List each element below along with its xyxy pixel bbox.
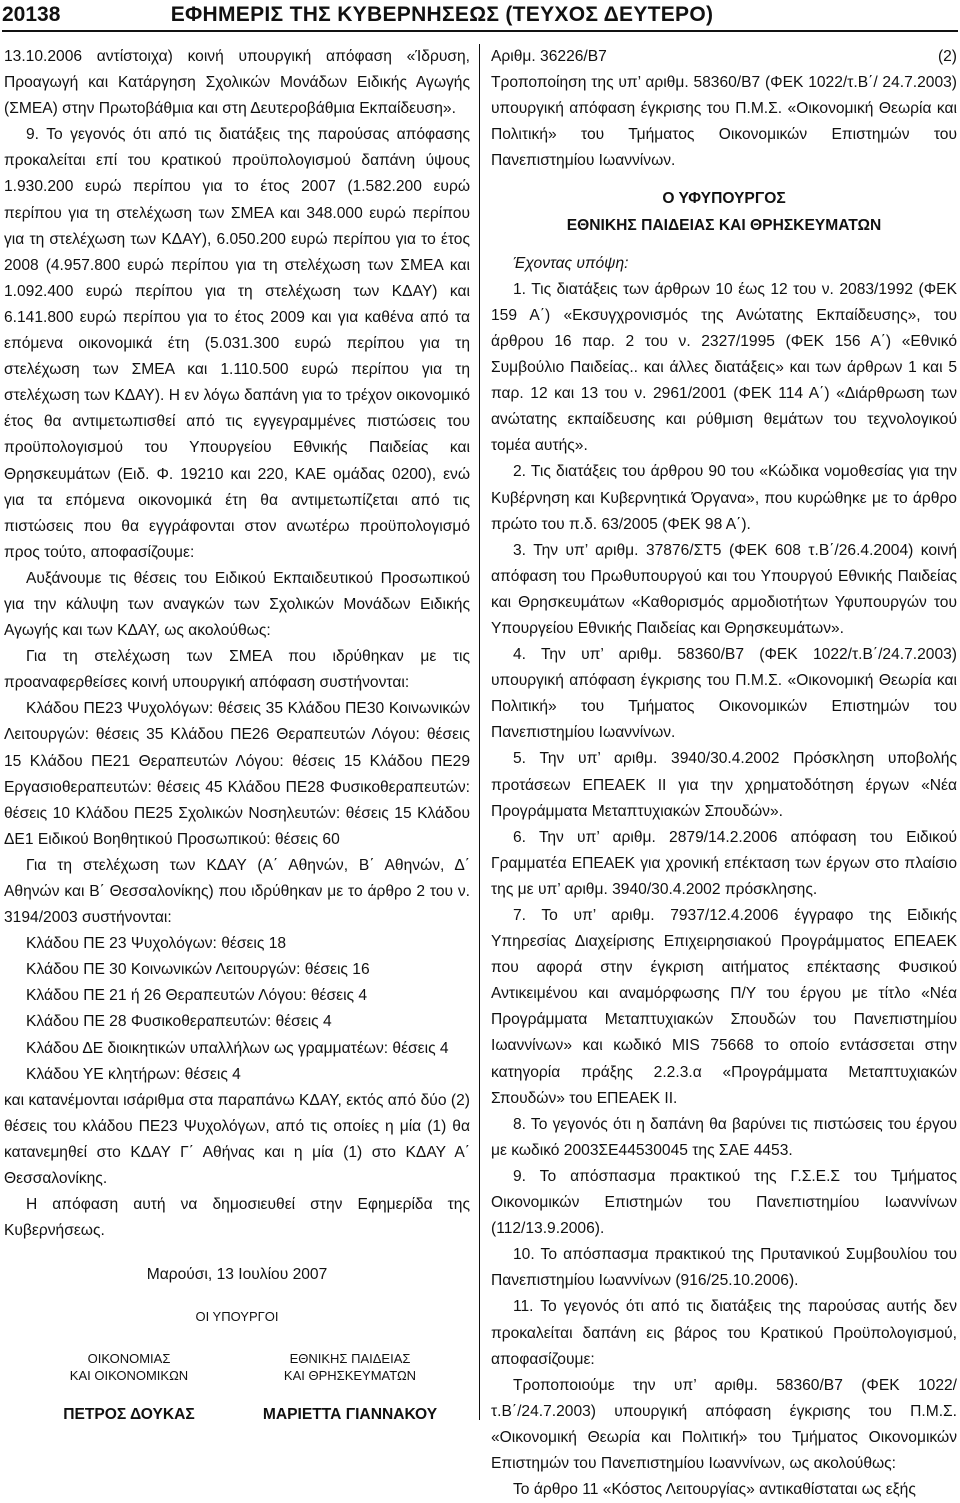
minister-title: Ο ΥΦΥΠΟΥΡΓΟΣ [662,190,786,208]
paragraph: Τροποποιούμε την υπ’ αριθμ. 58360/Β7 (ΦΕΚ 1022/ τ.Β΄/24.7.2003) υπουργική απόφαση έγκρισης του Π.Μ.Σ. «Οικονομική Θεωρία και Πολιτική» του Τμήματος Οικονομικών Επιστημών του Πανεπιστημίου Ιωαννίνων, ως ακολούθως: [491,1376,957,1472]
paragraph: Για τη στελέχωση των ΚΔΑΥ (Α΄ Αθηνών, Β΄ Αθηνών, Δ΄ Αθηνών και Β΄ Θεσσαλονίκης) που ιδρύθηκαν με το άρθρο 2 του ν. 3194/2003 συστήνονται: [4,856,470,927]
reference-index: (2) [937,48,957,65]
signature-date: Μαρούσι, 13 Ιουλίου 2007 [146,1266,328,1284]
list-item: 9. Το απόσπασμα πρακτικού της Γ.Σ.Ε.Σ του Τμήματος Οικονομικών Επιστημών του Πανεπιστημίου Ιωαννίνων (112/13.9.2006). [491,1167,957,1238]
list-item: 2. Τις διατάξεις του άρθρου 90 του «Κώδικα νομοθεσίας για την Κυβέρνηση και Κυβερνητικά Όργανα», που κυρώθηκε με το άρθρο πρώτο του π.δ. 63/2005 (ΦΕΚ 98 Α΄). [491,463,957,533]
paragraph: Κλάδου ΔΕ διοικητικών υπαλλήλων ως γραμματέων: θέσεις 4 [26,1039,449,1057]
paragraph: 13.10.2006 αντίστοιχα) κοινή υπουργική απόφαση «Ίδρυση, Προαγωγή και Κατάργηση Σχολικών Μονάδων Ειδικής Αγωγής (ΣΜΕΑ) στην Πρωτοβάθμια και στη Δευτεροβάθμια Εκπαίδευση». [4,48,470,118]
ministers-label: ΟΙ ΥΠΟΥΡΓΟΙ [195,1309,279,1325]
decision-reference [491,44,957,70]
list-item: 3. Την υπ’ αριθμ. 37876/ΣΤ5 (ΦΕΚ 608 τ.Β΄/26.4.2004) κοινή απόφαση του Πρωθυπουργού και του Υπουργού Εθνικής Παιδείας και Θρησκευμάτων «Καθορισμός αρμοδιοτήτων Υφυπουργών του Υπουργείου Εθνικής Παιδείας και Θρησκευμάτων». [491,541,957,637]
list-item: Κλάδου ΠΕ 21 ή 26 Θεραπευτών Λόγου: θέσεις 4 [26,987,368,1005]
right-column [491,44,957,1503]
paragraph: Η απόφαση αυτή να δημοσιευθεί στην Εφημερίδα της Κυβερνήσεως. [4,1196,470,1240]
page-number: 20138 [2,3,61,26]
paragraph: Κλάδου ΠΕ23 Ψυχολόγων: θέσεις 35 Κλάδου ΠΕ30 Κοινωνικών Λειτουργών: θέσεις 35 Κλάδου ΠΕ26 Θεραπευτών Λόγου: θέσεις 15 Κλάδου ΠΕ21 Θεραπευτών Λόγου: θέσεις 15 Κλάδου ΠΕ29 Εργασιοθεραπευτών: θέσεις 45 Κλάδου ΠΕ28 Φυσικοθεραπευτών: θέσεις 10 Κλάδου ΠΕ25 Σχολικών Νοσηλευτών: θέσεις 15 Κλάδου ΔΕ1 Ειδικού Βοηθητικού Προσωπικού: θέσεις 60 [4,700,470,848]
ministry-line: ΟΙΚΟΝΟΜΙΑΣ [87,1351,171,1367]
ministry-line: ΚΑΙ ΘΡΗΣΚΕΥΜΑΤΩΝ [283,1368,417,1384]
paragraph: 9. Το γεγονός ότι από τις διατάξεις της παρούσας απόφασης προκαλείται επί του κρατικού προϋπολογισμού δαπάνη ύψους 1.930.200 ευρώ περίπου για το έτος 2007 (1.582.200 ευρώ περίπου για τη στελέχωση των ΣΜΕΑ και 348.000 ευρώ περίπου για τη στελέχωση των ΚΔΑΥ), 6.050.200 ευρώ περίπου για το έτος 2008 (4.957.800 ευρώ περίπου για τη στελέχωση των ΣΜΕΑ και 1.092.400 ευρώ περίπου για τη στελέχωση των ΚΔΑΥ) και 6.141.800 ευρώ περίπου για το έτος 2009 και για καθένα από τα επόμενα οικονομικά έτη (5.031.300 ευρώ περίπου για τη στελέχωση των ΣΜΕΑ και 1.110.500 ευρώ περίπου για τη στελέχωση των ΚΔΑΥ). Η εν λόγω δαπάνη για το τρέχον οικονομικό έτος θα αντιμετωπισθεί από τις εγγεγραμμένες πιστώσεις του προϋπολογισμού του Υπουργείου Εθνικής Παιδείας και Θρησκευμάτων (Ειδ. Φ. 19210 και 220, ΚΑΕ ομάδας 0200), ενώ για τα επόμενα οικονομικά έτη θα αντιμετωπίζεται από τις πιστώσεις που θα εγγράφονται στον ανωτέρω προϋπολογισμό προς τούτο, αποφασίζουμε: [4,126,470,561]
paragraph: και κατανέμονται ισάριθμα στα παραπάνω ΚΔΑΥ, εκτός από δύο (2) θέσεις του κλάδου ΠΕ23 Ψυχολόγων, από τις οποίες η μία (1) θα κατανεμηθεί στο ΚΔΑΥ Γ΄ Αθήνας και η μία (1) στο ΚΔΑΥ Α΄ Θεσσαλονίκης. [4,1091,470,1188]
list-item: Κλάδου ΠΕ 23 Ψυχολόγων: θέσεις 18 [26,935,287,953]
signature-block [4,1288,470,1448]
list-item: Κλάδου ΠΕ 28 Φυσικοθεραπευτών: θέσεις 4 [26,1013,332,1031]
ministry-line: ΚΑΙ ΟΙΚΟΝΟΜΙΚΩΝ [69,1368,189,1384]
page-header [2,0,958,32]
paragraph: Κλάδου ΥΕ κλητήρων: θέσεις 4 [26,1065,241,1083]
list-item: 11. Το γεγονός ότι από τις διατάξεις της παρούσας αυτής δεν προκαλείται δαπάνη εις βάρος του Κρατικού Προϋπολογισμού, αποφασίζουμε: [491,1298,957,1368]
list-item: 10. Το απόσπασμα πρακτικού της Πρυτανικού Συμβουλίου του Πανεπιστημίου Ιωαννίνων (916/25.10.2006). [491,1246,957,1290]
paragraph: Αυξάνουμε τις θέσεις του Ειδικού Εκπαιδευτικού Προσωπικού για την κάλυψη των αναγκών των Σχολικών Μονάδων Ειδικής Αγωγής και των ΚΔΑΥ, ως ακολούθως: [4,569,470,640]
minister-ministry: ΕΘΝΙΚΗΣ ΠΑΙΔΕΙΑΣ ΚΑΙ ΘΡΗΣΚΕΥΜΑΤΩΝ [566,216,882,234]
signatory-name: ΜΑΡΙΕΤΤΑ ΓΙΑΝΝΑΚΟΥ [262,1406,438,1424]
reference-number: Αριθμ. 36226/Β7 [491,48,607,65]
list-item: 6. Την υπ’ αριθμ. 2879/14.2.2006 απόφαση του Ειδικού Γραμματέα ΕΠΕΑΕΚ για χρονική επέκταση των έργων στο πλαίσιο της με υπ’ αριθμ. 3940/30.4.2002 πρόσκλησης. [491,828,957,898]
having-regard: Έχοντας υπόψη: [513,254,629,272]
right-ministry [240,1350,460,1384]
paragraph: Για τη στελέχωση των ΣΜΕΑ που ιδρύθηκαν με τις προαναφερθείσες κοινή υπουργική απόφαση συστήνονται: [4,648,470,692]
list-item: 8. Το γεγονός ότι η δαπάνη θα βαρύνει τις πιστώσεις του έργου με κωδικό 2003ΣΕ44530045 της ΣΑΕ 4453. [491,1115,957,1159]
signatory-name: ΠΕΤΡΟΣ ΔΟΥΚΑΣ [63,1406,195,1424]
decision-title: Τροποποίηση της υπ’ αριθμ. 58360/Β7 (ΦΕΚ 1022/τ.Β΄/ 24.7.2003) υπουργική απόφαση έγκρισης του Π.Μ.Σ. «Οικονομική Θεωρία και Πολιτική» του Τμήματος Οικονομικών Επιστημών του Πανεπιστημίου Ιωαννίνων. [491,74,957,170]
list-item: 1. Τις διατάξεις των άρθρων 10 έως 12 του ν. 2083/1992 (ΦΕΚ 159 Α΄) «Εκσυγχρονισμός της Ανώτατης Εκπαίδευσης», του άρθρου 16 παρ. 2 του ν. 2327/1995 (ΦΕΚ 156 Α΄) «Εθνικό Συμβούλιο Παιδείας.. και άλλες διατάξεις» και των άρθρων 1 και 5 παρ. 12 και 13 του ν. 2961/2001 (ΦΕΚ 114 Α΄) «Διάρθρωση των ανώτατης εκπαίδευσης και ρύθμιση θεμάτων του τεχνολογικού τομέα αυτής». [491,280,957,455]
list-item: Κλάδου ΠΕ 30 Κοινωνικών Λειτουργών: θέσεις 16 [26,961,370,979]
ministry-line: ΕΘΝΙΚΗΣ ΠΑΙΔΕΙΑΣ [289,1351,411,1367]
list-item: 4. Την υπ’ αριθμ. 58360/Β7 (ΦΕΚ 1022/τ.Β΄/24.7.2003) υπουργική απόφαση έγκρισης του Π.Μ.Σ. «Οικονομική Θεωρία και Πολιτική» του Τμήματος Οικονομικών Επιστημών του Πανεπιστημίου Ιωαννίνων. [491,646,957,742]
paragraph: Το άρθρο 11 «Κόστος Λειτουργίας» αντικαθίσταται ως εξής [513,1481,916,1499]
gazette-title: ΕΦΗΜΕΡΙΣ ΤΗΣ ΚΥΒΕΡΝΗΣΕΩΣ (ΤΕΥΧΟΣ ΔΕΥΤΕΡΟ) [170,3,714,26]
list-item: 7. Το υπ’ αριθμ. 7937/12.4.2006 έγγραφο της Ειδικής Υπηρεσίας Διαχείρισης Επιχειρησιακού Προγράμματος ΕΠΕΑΕΚ που αφορά στην έγκριση αιτήματος επέκτασης Φυσικού Αντικειμένου και αναμόρφωσης Π/Υ του έργου με τίτλο «Νέα Προγράμματα Μεταπτυχιακών Σπουδών του Πανεπιστημίου Ιωαννίνων» και κωδικό MIS 75668 το οποίο εντάσσεται στην κατηγορία πράξης 2.2.3.α «Προγράμματα Μεταπτυχιακών Σπουδών» του ΕΠΕΑΕΚ ΙΙ. [491,907,957,1107]
left-column [4,44,470,1448]
column-divider [479,44,480,1420]
left-ministry [29,1350,229,1384]
list-item: 5. Την υπ’ αριθμ. 3940/30.4.2002 Πρόσκληση υποβολής προτάσεων ΕΠΕΑΕΚ ΙΙ για την χρηματοδότηση έργων «Νέα Προγράμματα Μεταπτυχιακών Σπουδών». [491,750,957,820]
